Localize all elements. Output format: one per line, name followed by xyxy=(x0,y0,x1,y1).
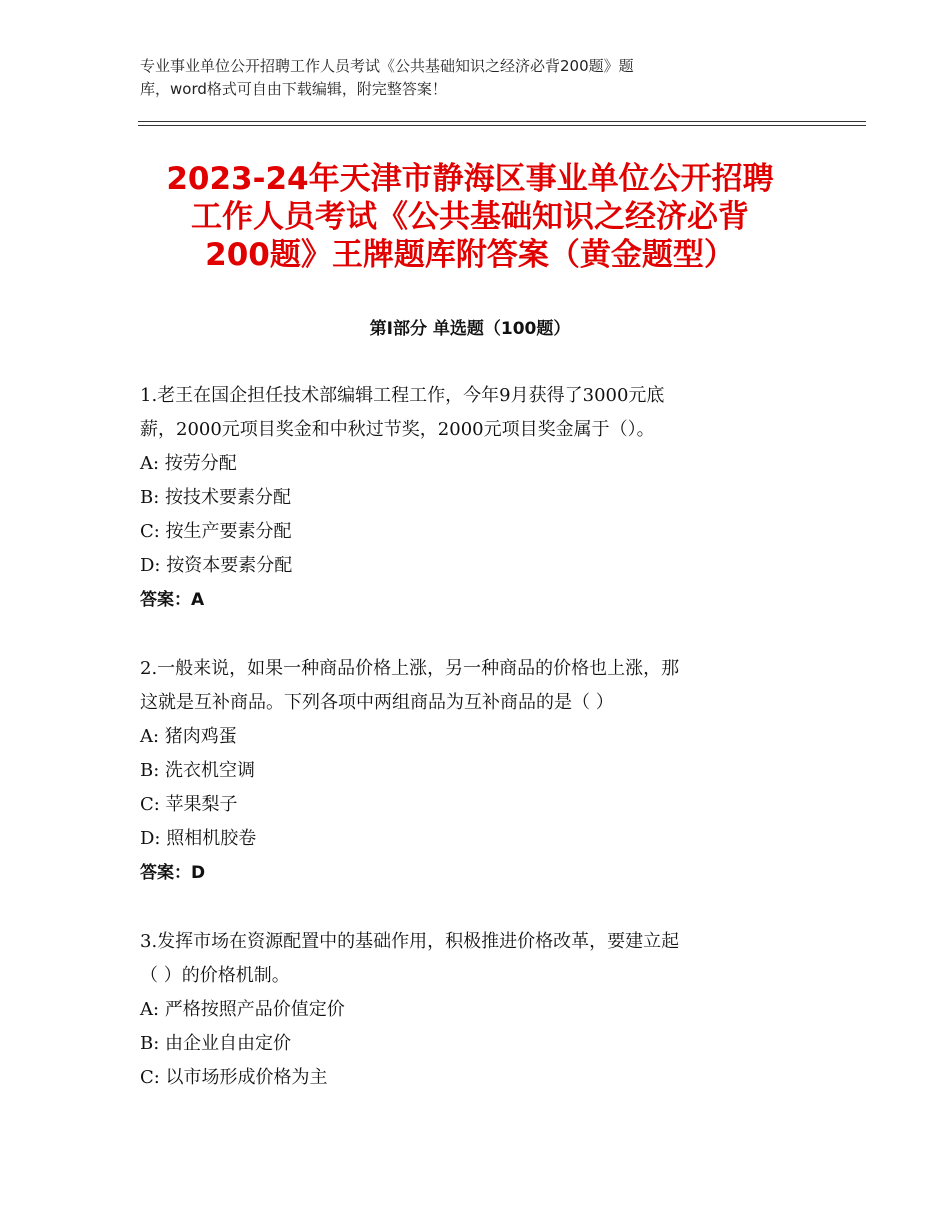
document-title xyxy=(140,160,800,274)
answer: 答案：D xyxy=(140,863,206,883)
option-b: B: 由企业自由定价 xyxy=(140,1033,292,1054)
option-c: C: 按生产要素分配 xyxy=(140,521,292,542)
question-text: 这就是互补商品。下列各项中两组商品为互补商品的是（ ） xyxy=(140,692,614,713)
option-d: D: 照相机胶卷 xyxy=(140,828,257,849)
document-header xyxy=(140,55,780,101)
question-text: 薪，2000元项目奖金和中秋过节奖，2000元项目奖金属于（）。 xyxy=(140,419,655,440)
question-1 xyxy=(140,379,800,617)
title-line-1: 2023-24年天津市静海区事业单位公开招聘 xyxy=(166,161,774,197)
option-a: A: 严格按照产品价值定价 xyxy=(140,999,345,1020)
question-text: 2.一般来说，如果一种商品价格上涨，另一种商品的价格也上涨，那 xyxy=(140,658,680,679)
question-text: 1.老王在国企担任技术部编辑工程工作，今年9月获得了3000元底 xyxy=(140,385,665,406)
header-line-1: 专业事业单位公开招聘工作人员考试《公共基础知识之经济必背200题》题 xyxy=(140,57,634,75)
question-text: （ ）的价格机制。 xyxy=(140,965,290,986)
option-b: B: 洗衣机空调 xyxy=(140,760,256,781)
option-a: A: 按劳分配 xyxy=(140,453,237,474)
question-2 xyxy=(140,652,800,890)
option-b: B: 按技术要素分配 xyxy=(140,487,292,508)
option-c: C: 苹果梨子 xyxy=(140,794,238,815)
question-text: 3.发挥市场在资源配置中的基础作用，积极推进价格改革，要建立起 xyxy=(140,931,680,952)
answer: 答案：A xyxy=(140,590,205,610)
title-line-3: 200题》王牌题库附答案（黄金题型） xyxy=(205,237,735,273)
header-line-2: 库，word格式可自由下载编辑，附完整答案！ xyxy=(140,80,447,98)
title-line-2: 工作人员考试《公共基础知识之经济必背 xyxy=(191,199,749,235)
option-c: C: 以市场形成价格为主 xyxy=(140,1067,328,1088)
option-a: A: 猪肉鸡蛋 xyxy=(140,726,237,747)
question-3 xyxy=(140,925,800,1095)
header-divider-top xyxy=(138,121,866,122)
header-divider-bottom xyxy=(138,125,866,126)
option-d: D: 按资本要素分配 xyxy=(140,555,293,576)
section-heading: 第Ⅰ部分 单选题（100题） xyxy=(369,319,571,339)
